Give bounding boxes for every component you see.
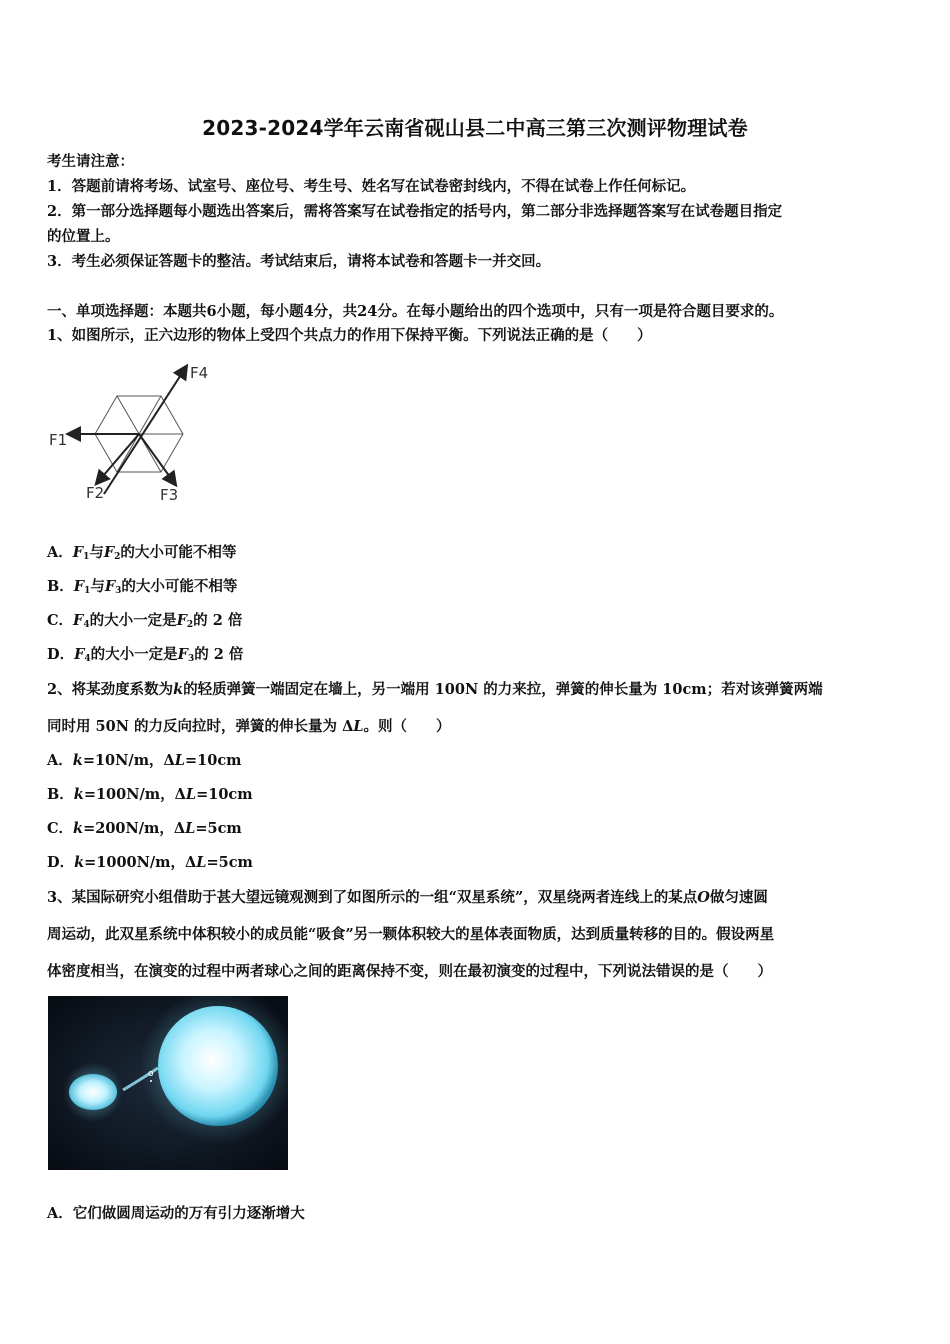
f1-label: F1: [49, 431, 68, 449]
q2-option-b: B．k=100N/m，ΔL=10cm: [47, 786, 253, 803]
hexagon-force-diagram: [44, 360, 214, 510]
question-3-stem-line2: 周运动，此双星系统中体积较小的成员能“吸食”另一颗体积较大的星体表面物质，达到质量转移的目的。假设两星: [47, 926, 775, 943]
question-1-stem: 1、如图所示，正六边形的物体上受四个共点力的作用下保持平衡。下列说法正确的是（ ）: [47, 327, 652, 344]
notice-item: 1．答题前请将考场、试室号、座位号、考生号、姓名写在试卷密封线内，不得在试卷上作任何标记。: [47, 178, 696, 195]
notice-item: 的位置上。: [47, 228, 120, 245]
notice-item: 2．第一部分选择题每小题选出答案后，需将答案写在试卷指定的括号内，第二部分非选择题答案写在试卷题目指定: [47, 203, 783, 220]
f3-label: F3: [160, 486, 179, 504]
q2-option-c: C．k=200N/m，ΔL=5cm: [47, 820, 242, 837]
binary-star-image: [48, 996, 288, 1170]
notice-item: 3．考生必须保证答题卡的整洁。考试结束后，请将本试卷和答题卡一并交回。: [47, 253, 551, 270]
q3-option-a: A．它们做圆周运动的万有引力逐渐增大: [47, 1205, 305, 1222]
f2-label: F2: [86, 484, 105, 502]
q1-option-c: C．$F_4$的大小一定是$F_2$的 2 倍: [47, 612, 243, 630]
section-heading: 一、单项选择题：本题共6小题，每小题4分，共24分。在每小题给出的四个选项中，只有一项是符合题目要求的。: [47, 303, 784, 320]
q2-option-d: D．k=1000N/m，ΔL=5cm: [47, 854, 253, 871]
center-o-label: o: [148, 1069, 154, 1079]
question-3-stem-line1: 3、某国际研究小组借助于甚大望远镜观测到了如图所示的一组“双星系统”，双星绕两者连线上的某点O做匀速圆: [47, 889, 768, 906]
question-3-stem-line3: 体密度相当，在演变的过程中两者球心之间的距离保持不变，则在最初演变的过程中，下列说法错误的是（ ）: [47, 963, 772, 980]
notice-heading: 考生请注意：: [47, 153, 134, 170]
q2-option-a: A．k=10N/m，ΔL=10cm: [47, 752, 242, 769]
question-2-stem-line1: 2、将某劲度系数为k的轻质弹簧一端固定在墙上，另一端用 100N 的力来拉，弹簧的伸长量为 10cm；若对该弹簧两端: [47, 681, 823, 698]
q1-option-a: A．$F_1$与$F_2$的大小可能不相等: [47, 544, 237, 562]
q1-option-b: B．$F_1$与$F_3$的大小可能不相等: [47, 578, 238, 596]
f4-label: F4: [190, 364, 209, 382]
page-title: 2023-2024学年云南省砚山县二中高三第三次测评物理试卷: [202, 116, 748, 140]
question-2-stem-line2: 同时用 50N 的力反向拉时，弹簧的伸长量为 ΔL。则（ ）: [47, 718, 451, 735]
q1-option-d: D．$F_4$的大小一定是$F_3$的 2 倍: [47, 646, 244, 664]
